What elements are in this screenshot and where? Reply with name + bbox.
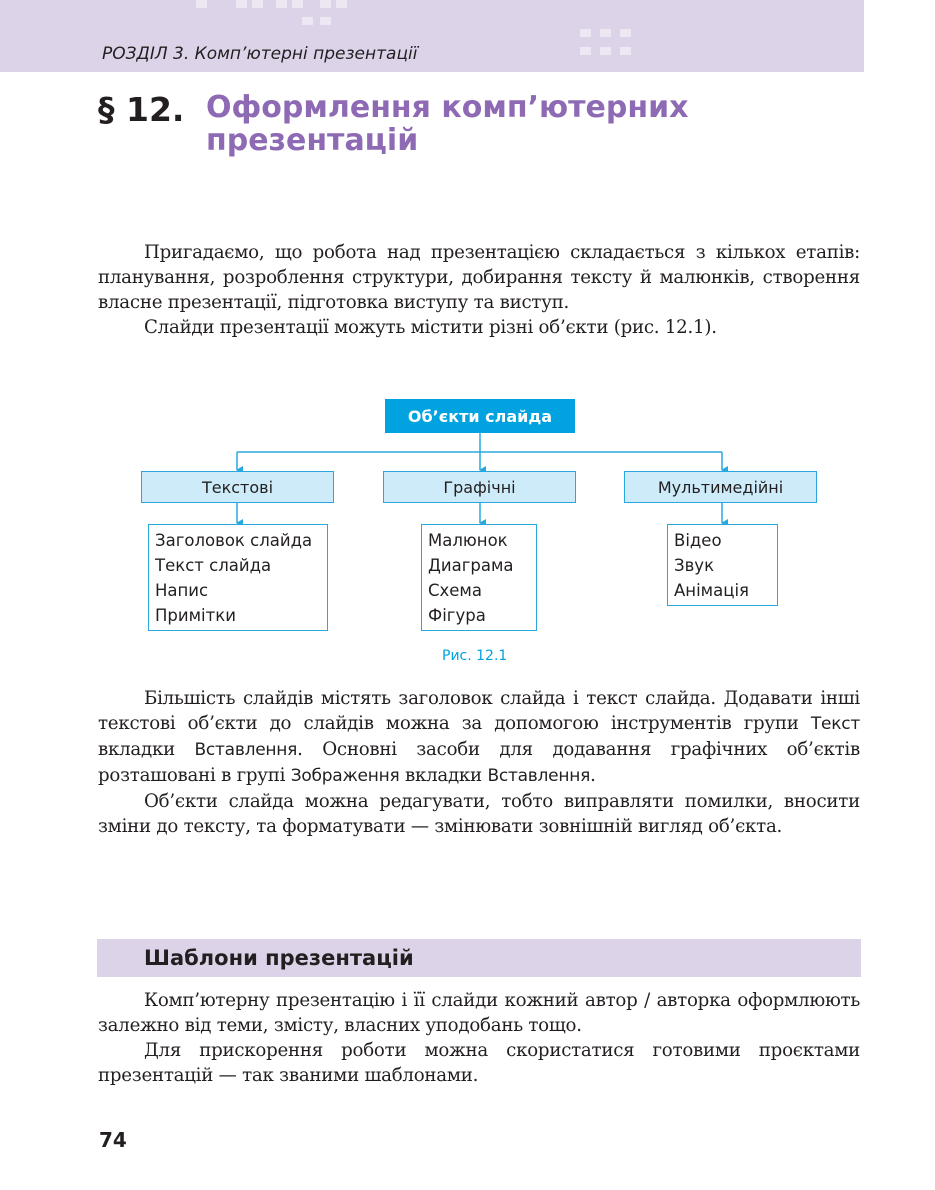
category-text: Текстові (141, 471, 334, 503)
list-item: Заголовок слайда (155, 531, 313, 550)
intro-text (98, 240, 860, 340)
templates-text (98, 988, 860, 1088)
paragraph-number: § 12. (98, 90, 185, 129)
ui-term: Вставлення (194, 740, 298, 760)
ui-term: Зображення (290, 766, 400, 786)
list-item: Диаграма (428, 556, 514, 575)
page-title (206, 91, 766, 157)
list-item: Звук (674, 556, 715, 575)
list-item: Схема (428, 581, 482, 600)
list-item: Відео (674, 531, 722, 550)
text-run: вкладки (98, 739, 195, 760)
category-multimedia: Мультимедійні (624, 471, 817, 503)
multimedia-objects-list (667, 524, 778, 606)
page-number: 74 (99, 1128, 127, 1152)
text-objects-list (148, 524, 328, 631)
paragraph: Слайди презентації можуть містити різні об’єкти (рис. 12.1). (144, 317, 717, 338)
text-run: . (590, 765, 596, 786)
paragraph: Для прискорення роботи можна скористатися готовими проєктами презентацій — так званими шаблонами. (98, 1040, 860, 1086)
paragraph (98, 686, 860, 789)
text-run: Більшість слайдів містять заголовок слайда і текст слайда. Додавати інші текстові об’єкти до слайдів можна за допомогою інструментів групи (98, 688, 860, 734)
body-text (98, 686, 860, 839)
list-item: Текст слайда (155, 556, 272, 575)
diagram-root-node: Об’єкти слайда (385, 399, 575, 433)
paragraph: Пригадаємо, що робота над презентацією складається з кількох етапів: планування, розроблення структури, добирання тексту й малюнків, створення власне презентації, підготовка виступу та виступ. (98, 242, 860, 313)
graphic-objects-list (421, 524, 537, 631)
list-item: Анімація (674, 581, 749, 600)
list-item: Напис (155, 581, 209, 600)
text-run: . Основні засоби для додавання графічних об’єктів розташовані в групі (98, 739, 860, 786)
category-graphic: Графічні (383, 471, 576, 503)
caption-text: Рис. 12.1 (442, 648, 508, 664)
subsection-title: Шаблони презентацій (144, 946, 414, 970)
text-run: вкладки (399, 765, 488, 786)
section-label: РОЗДІЛ 3. Комп’ютерні презентації (102, 44, 418, 64)
list-item: Примітки (155, 606, 236, 625)
list-item: Фігура (428, 606, 486, 625)
list-item: Малюнок (428, 531, 508, 550)
title-line-1: Оформлення комп’ютерних (206, 90, 689, 125)
ui-term: Вставлення (487, 766, 591, 786)
title-line-2: презентацій (206, 123, 419, 158)
ui-term: Текст (810, 714, 860, 734)
paragraph: Комп’ютерну презентацію і її слайди кожний автор / авторка оформлюють залежно від теми, змісту, власних уподобань тощо. (98, 990, 860, 1036)
paragraph: Об’єкти слайда можна редагувати, тобто виправляти помилки, вносити зміни до тексту, та форматувати — змінювати зовнішній вигляд об’єкта. (98, 791, 860, 837)
